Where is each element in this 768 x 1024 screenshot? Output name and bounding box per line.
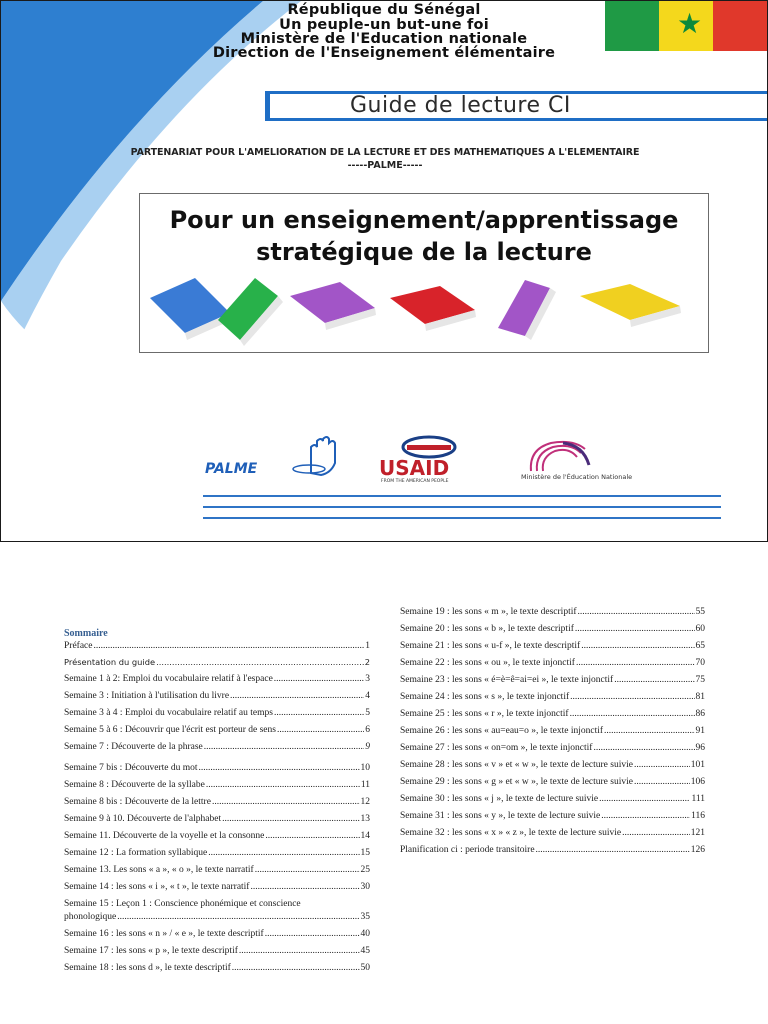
toc-page: 75 — [695, 675, 705, 685]
toc-page: 55 — [695, 607, 705, 617]
toc-page: 11 — [360, 780, 370, 790]
toc-page: 25 — [360, 865, 370, 875]
toc-leader — [604, 726, 694, 736]
main-title — [140, 204, 708, 268]
toc-label: Planification ci : periode transitoire — [400, 845, 535, 855]
toc-left-column — [64, 628, 370, 973]
toc-leader — [274, 674, 364, 684]
toc-leader — [204, 742, 365, 752]
toc-leader — [581, 641, 694, 651]
toc-label: Semaine 27 : les sons « on=om », le texte injonctif — [400, 743, 593, 753]
toc-leader — [93, 641, 364, 651]
toc-label: Semaine 18 : les sons d », le texte descriptif — [64, 963, 231, 973]
toc-label: Préface — [64, 641, 93, 651]
toc-page: 50 — [360, 963, 370, 973]
toc-leader — [199, 763, 360, 773]
toc-leader — [265, 929, 360, 939]
toc-label: Semaine 7 bis : Découverte du mot — [64, 763, 198, 773]
toc-entry[interactable] — [400, 607, 705, 617]
toc-leader — [570, 709, 695, 719]
toc-label: Semaine 29 : les sons « g » et « w », le texte de lecture suivie — [400, 777, 633, 787]
toc-entry[interactable] — [400, 845, 705, 855]
toc-entry[interactable] — [64, 814, 370, 824]
divider-line-3 — [203, 517, 721, 519]
toc-entry[interactable] — [400, 692, 705, 702]
toc-label: Semaine 13. Les sons « a », « o », le texte narratif — [64, 865, 254, 875]
toc-leader — [206, 780, 360, 790]
toc-page: 45 — [360, 946, 370, 956]
toc-leader — [634, 760, 690, 770]
toc-leader — [239, 946, 360, 956]
toc-entry[interactable] — [400, 794, 705, 804]
toc-leader — [265, 831, 359, 841]
toc-label: Semaine 30 : les sons « j », le texte de lecture suivie — [400, 794, 599, 804]
toc-page: 126 — [690, 845, 705, 855]
toc-label: Semaine 12 : La formation syllabique — [64, 848, 208, 858]
toc-label: Semaine 26 : les sons « au=eau=o », le texte injonctif — [400, 726, 604, 736]
ministry-emblem-icon — [523, 435, 593, 475]
toc-entry[interactable] — [64, 865, 370, 875]
usaid-tagline: FROM THE AMERICAN PEOPLE — [381, 479, 449, 484]
toc-entry[interactable] — [400, 641, 705, 651]
toc-label: Semaine 21 : les sons « u-f », le texte descriptif — [400, 641, 581, 651]
senegal-flag — [605, 1, 767, 51]
toc-leader — [232, 963, 360, 973]
toc-page: 3 — [365, 674, 370, 684]
toc-entry[interactable] — [400, 624, 705, 634]
guide-title: Guide de lecture CI — [350, 93, 571, 118]
partnership-text: PARTENARIAT POUR L'AMELIORATION DE LA LECTURE ET DES MATHEMATIQUES A L'ELEMENTAIRE — [130, 147, 640, 158]
toc-page: 116 — [691, 811, 705, 821]
toc-entry[interactable] — [64, 946, 370, 956]
ministry-logo-text: Ministère de l'Éducation Nationale — [521, 473, 633, 481]
guide-title-box — [270, 94, 767, 118]
toc-label: Semaine 23 : les sons « é=è=ê=ai=ei », le texte injonctif — [400, 675, 614, 685]
toc-label: Semaine 8 bis : Découverte de la lettre — [64, 797, 211, 807]
toc-entry[interactable] — [400, 760, 705, 770]
toc-leader — [575, 624, 695, 634]
toc-entry[interactable] — [64, 831, 370, 841]
divider-line-2 — [203, 506, 721, 508]
toc-page: 2 — [364, 657, 370, 667]
toc-leader — [117, 912, 359, 922]
book-icon-violet — [498, 280, 556, 340]
book-icon-red — [390, 286, 476, 331]
toc-page: 35 — [360, 912, 370, 922]
toc-label: Semaine 3 à 4 : Emploi du vocabulaire relatif au temps — [64, 708, 273, 718]
toc-label: Semaine 31 : les sons « y », le texte de lecture suivie — [400, 811, 601, 821]
hand-icon — [291, 433, 351, 477]
main-title-frame — [139, 193, 709, 353]
toc-entry-multiline[interactable] — [64, 899, 370, 922]
toc-entry[interactable] — [400, 675, 705, 685]
toc-leader — [576, 658, 695, 668]
toc-entry[interactable] — [400, 726, 705, 736]
toc-page: 91 — [695, 726, 705, 736]
toc-label: Semaine 11. Découverte de la voyelle et la consonne — [64, 831, 265, 841]
toc-label: Semaine 5 à 6 : Découvrir que l'écrit est porteur de sens — [64, 725, 276, 735]
toc-label: Semaine 15 : Leçon 1 : Conscience phonémique et conscience — [64, 899, 301, 909]
toc-heading: Sommaire — [64, 628, 108, 639]
star-icon: ★ — [677, 9, 703, 40]
main-title-line-2: stratégique de la lecture — [256, 238, 592, 266]
books-illustration — [140, 268, 706, 348]
toc-page: 121 — [690, 828, 705, 838]
toc-entry[interactable] — [64, 641, 370, 651]
toc-page: 96 — [695, 743, 705, 753]
toc-leader — [208, 848, 359, 858]
toc-page: 12 — [360, 797, 370, 807]
header-ministry: Ministère de l'Education nationale — [240, 31, 528, 47]
toc-page: 6 — [365, 725, 370, 735]
toc-leader — [222, 814, 359, 824]
toc-entry[interactable] — [64, 725, 370, 735]
toc-entry[interactable] — [400, 658, 705, 668]
flag-green-band — [605, 1, 659, 51]
toc-label: Semaine 24 : les sons « s », le texte injonctif — [400, 692, 570, 702]
toc-entry[interactable] — [400, 777, 705, 787]
toc-leader — [570, 692, 694, 702]
toc-page: 65 — [695, 641, 705, 651]
main-title-line-1: Pour un enseignement/apprentissage — [169, 206, 679, 234]
toc-leader — [601, 811, 690, 821]
toc-leader — [614, 675, 694, 685]
toc-entry[interactable] — [400, 811, 705, 821]
toc-page: 1 — [365, 641, 370, 651]
header-motto: Un peuple-un but-une foi — [279, 17, 489, 33]
toc-leader — [622, 828, 690, 838]
toc-leader — [212, 797, 360, 807]
toc-leader — [230, 691, 364, 701]
toc-page: 5 — [365, 708, 370, 718]
header-republic: République du Sénégal — [287, 2, 481, 18]
toc-leader — [274, 708, 364, 718]
header-direction: Direction de l'Enseignement élémentaire — [212, 45, 556, 61]
toc-entry[interactable] — [400, 828, 705, 838]
flag-red-band — [713, 1, 767, 51]
toc-label: Semaine 16 : les sons « n » / « e », le texte descriptif — [64, 929, 264, 939]
book-icon-blue — [150, 278, 232, 340]
toc-page: 14 — [360, 831, 370, 841]
toc-entry[interactable] — [64, 780, 370, 790]
toc-page: 30 — [360, 882, 370, 892]
toc-label: Semaine 7 : Découverte de la phrase — [64, 742, 203, 752]
toc-page: 4 — [365, 691, 370, 701]
toc-label: Présentation du guide — [64, 657, 156, 667]
toc-page: 15 — [360, 848, 370, 858]
toc-entry[interactable] — [64, 742, 370, 752]
toc-page: 111 — [691, 794, 705, 804]
toc-leader — [634, 777, 690, 787]
toc-page: 106 — [690, 777, 705, 787]
toc-leader — [156, 657, 364, 667]
book-icon-green — [218, 278, 283, 346]
toc-leader — [536, 845, 690, 855]
toc-entry[interactable] — [64, 657, 370, 667]
toc-entry[interactable] — [400, 709, 705, 719]
usaid-logo: USAID — [379, 456, 450, 480]
toc-label: Semaine 28 : les sons « v » et « w », le texte de lecture suivie — [400, 760, 633, 770]
toc-page: 81 — [695, 692, 705, 702]
toc-page: 86 — [695, 709, 705, 719]
toc-page: 10 — [360, 763, 370, 773]
toc-right-column — [400, 607, 705, 855]
toc-label: Semaine 8 : Découverte de la syllabe — [64, 780, 205, 790]
toc-entry[interactable] — [400, 743, 705, 753]
toc-page: 9 — [365, 742, 370, 752]
book-icon-purple — [290, 282, 376, 330]
toc-leader — [593, 743, 694, 753]
toc-entry[interactable] — [64, 848, 370, 858]
toc-page: 13 — [360, 814, 370, 824]
toc-entry[interactable] — [64, 708, 370, 718]
toc-label-continued: phonologique — [64, 912, 117, 922]
toc-entry[interactable] — [64, 797, 370, 807]
toc-leader — [255, 865, 360, 875]
toc-leader — [250, 882, 359, 892]
toc-label: Semaine 3 : Initiation à l'utilisation du livre — [64, 691, 230, 701]
toc-entry[interactable] — [64, 674, 370, 684]
toc-entry[interactable] — [64, 763, 370, 773]
divider-line-1 — [203, 495, 721, 497]
palme-logo: PALME — [205, 461, 258, 477]
toc-page: 101 — [690, 760, 705, 770]
toc-label: Semaine 1 à 2: Emploi du vocabulaire relatif à l'espace — [64, 674, 273, 684]
toc-entry[interactable] — [64, 882, 370, 892]
toc-label: Semaine 25 : les sons « r », le texte injonctif — [400, 709, 569, 719]
toc-label: Semaine 22 : les sons « ou », le texte injonctif — [400, 658, 575, 668]
toc-page: 40 — [360, 929, 370, 939]
toc-label: Semaine 17 : les sons « p », le texte descriptif — [64, 946, 238, 956]
palme-subtitle: -----PALME----- — [347, 160, 423, 171]
toc-page: 60 — [695, 624, 705, 634]
toc-leader — [578, 607, 695, 617]
partner-logos — [1, 431, 767, 491]
toc-entry[interactable] — [64, 691, 370, 701]
toc-label: Semaine 9 à 10. Découverte de l'alphabet — [64, 814, 222, 824]
toc-entry[interactable] — [64, 963, 370, 973]
toc-entry[interactable] — [64, 929, 370, 939]
toc-label: Semaine 19 : les sons « m », le texte descriptif — [400, 607, 577, 617]
book-icon-yellow — [580, 284, 681, 327]
toc-leader — [277, 725, 364, 735]
toc-label: Semaine 32 : les sons « x » « z », le texte de lecture suivie — [400, 828, 622, 838]
toc-label: Semaine 20 : les sons « b », le texte descriptif — [400, 624, 574, 634]
toc-label: Semaine 14 : les sons « i », « t », le texte narratif — [64, 882, 250, 892]
guide-title-band — [265, 91, 767, 121]
toc-leader — [599, 794, 690, 804]
toc-page: 70 — [695, 658, 705, 668]
